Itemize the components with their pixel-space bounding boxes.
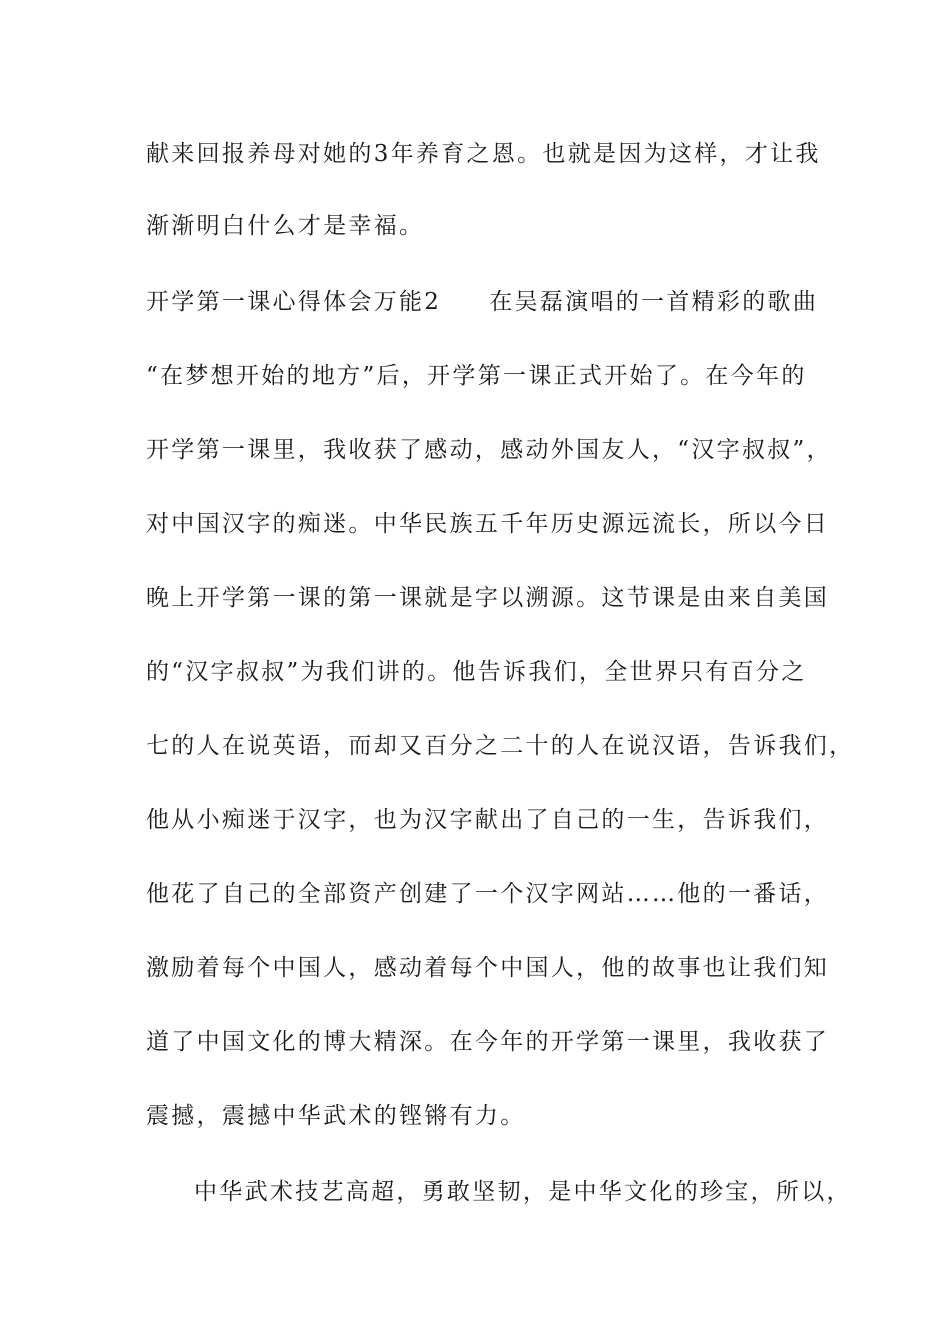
- paragraph-line-7: 的“汉字叔叔”为我们讲的。他告诉我们，全世界只有百分之: [146, 659, 807, 685]
- section-first-text: 在吴磊演唱的一首精彩的歌曲: [489, 289, 819, 315]
- paragraph-line-14: 中华武术技艺高超，勇敢坚韧，是中华文化的珍宝，所以，: [194, 1179, 852, 1205]
- paragraph-line-10: 他花了自己的全部资产创建了一个汉字网站……他的一番话，: [146, 881, 830, 907]
- paragraph-line-13: 震撼，震撼中华武术的铿锵有力。: [146, 1103, 526, 1129]
- paragraph-line-4: 开学第一课里，我收获了感动，感动外国友人，“汉字叔叔”，: [146, 437, 832, 463]
- paragraph-line-1: 献来回报养母对她的3年养育之恩。也就是因为这样，才让我: [146, 141, 821, 167]
- paragraph-line-5: 对中国汉字的痴迷。中华民族五千年历史源远流长，所以今日: [146, 511, 830, 537]
- paragraph-line-8: 七的人在说英语，而却又百分之二十的人在说汉语，告诉我们，: [146, 733, 855, 759]
- paragraph-line-2: 渐渐明白什么才是幸福。: [146, 213, 425, 239]
- section-heading-line: [146, 288, 818, 316]
- paragraph-line-9: 他从小痴迷于汉字，也为汉字献出了自己的一生，告诉我们，: [146, 807, 830, 833]
- paragraph-line-6: 晚上开学第一课的第一课就是字以溯源。这节课是由来自美国: [146, 585, 830, 611]
- paragraph-line-3: “在梦想开始的地方”后，开学第一课正式开始了。在今年的: [146, 363, 807, 389]
- section-heading: 开学第一课心得体会万能2: [146, 289, 442, 315]
- paragraph-line-12: 道了中国文化的博大精深。在今年的开学第一课里，我收获了: [146, 1029, 830, 1055]
- paragraph-line-11: 激励着每个中国人，感动着每个中国人，他的故事也让我们知: [146, 955, 830, 981]
